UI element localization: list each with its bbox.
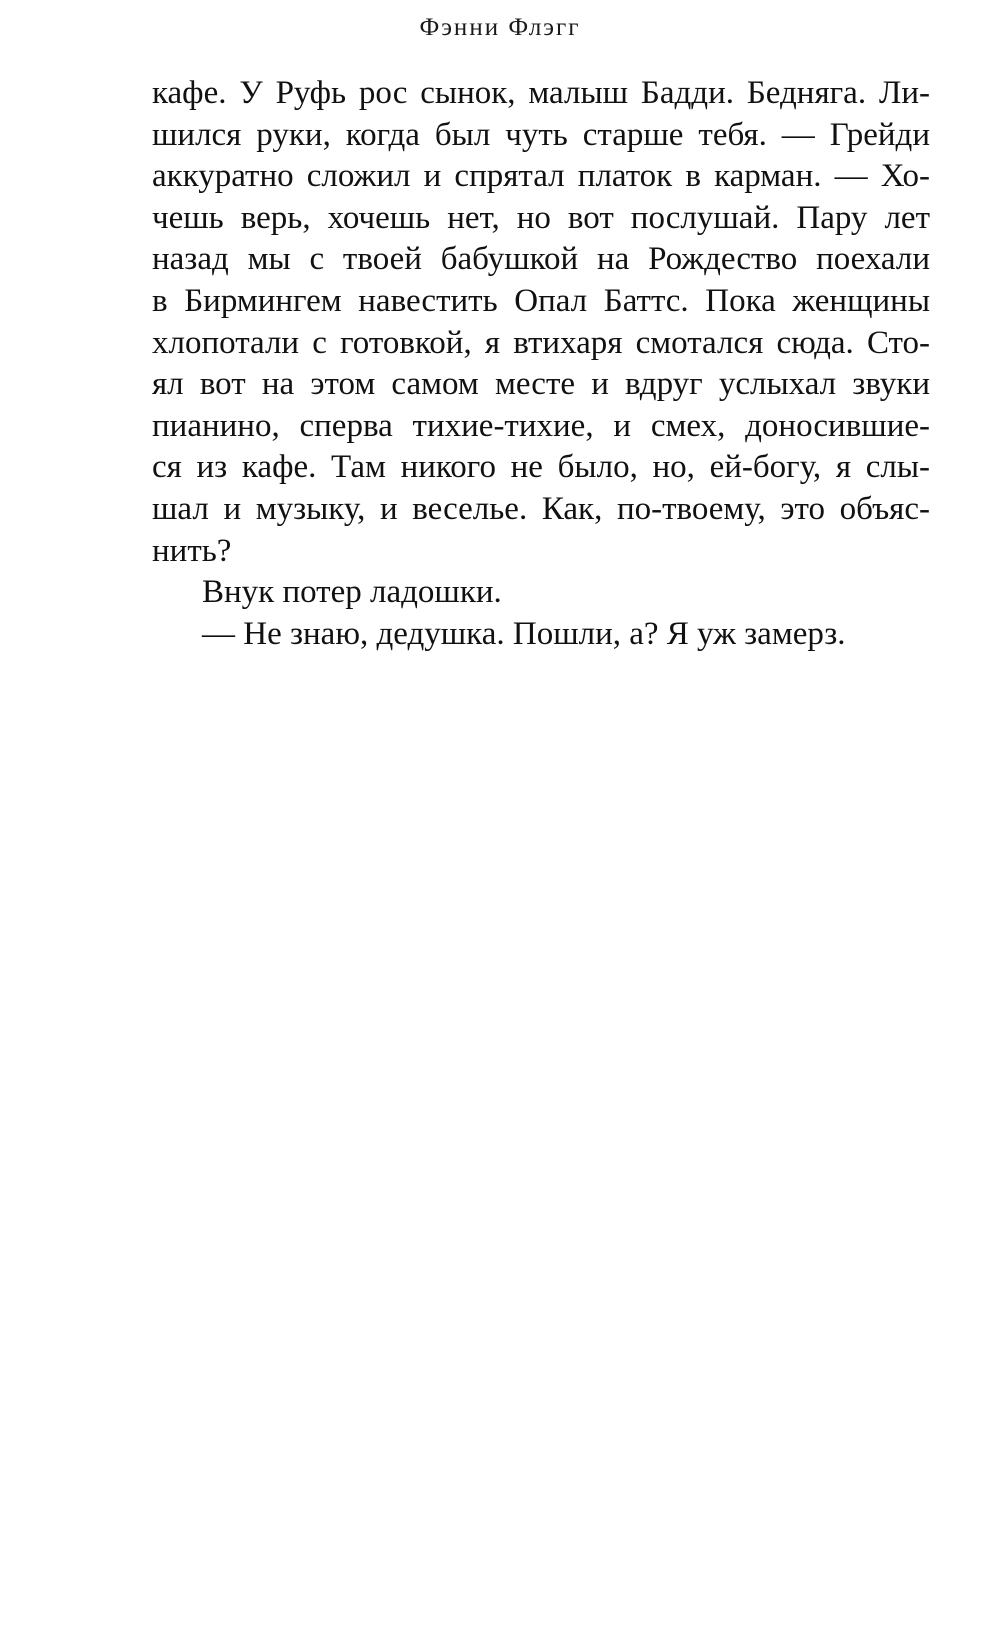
body-text <box>152 73 930 655</box>
text-line: назад мы с твоей бабушкой на Рождество поехали <box>152 241 930 278</box>
text-line: ял вот на этом самом месте и вдруг услыхал звуки <box>152 366 930 403</box>
text-line: шился руки, когда был чуть старше тебя. — Грейди <box>152 116 930 153</box>
text-line: шал и музыку, и веселье. Как, по-твоему, это объяс- <box>152 490 930 527</box>
text-line: чешь верь, хочешь нет, но вот послушай. Пару лет <box>152 199 930 236</box>
text-line: кафе. У Руфь рос сынок, малыш Бадди. Бедняга. Ли- <box>152 75 930 111</box>
text-line: пианино, сперва тихие-тихие, и смех, доносившие- <box>152 407 930 444</box>
running-header: Фэнни Флэгг <box>419 14 581 41</box>
paragraph-end-line: нить? <box>152 532 232 569</box>
text-line: ся из кафе. Там никого не было, но, ей-богу, я слы- <box>152 449 930 486</box>
text-line: хлопотали с готовкой, я втихаря смотался сюда. Сто- <box>152 324 930 361</box>
text-line: аккуратно сложил и спрятал платок в карман. — Хо- <box>152 158 930 195</box>
dialogue-line: — Не знаю, дедушка. Пошли, а? Я уж замерз. <box>202 615 846 652</box>
text-line: в Бирмингем навестить Опал Баттс. Пока женщины <box>152 282 930 319</box>
paragraph-line: Внук потер ладошки. <box>202 574 502 611</box>
